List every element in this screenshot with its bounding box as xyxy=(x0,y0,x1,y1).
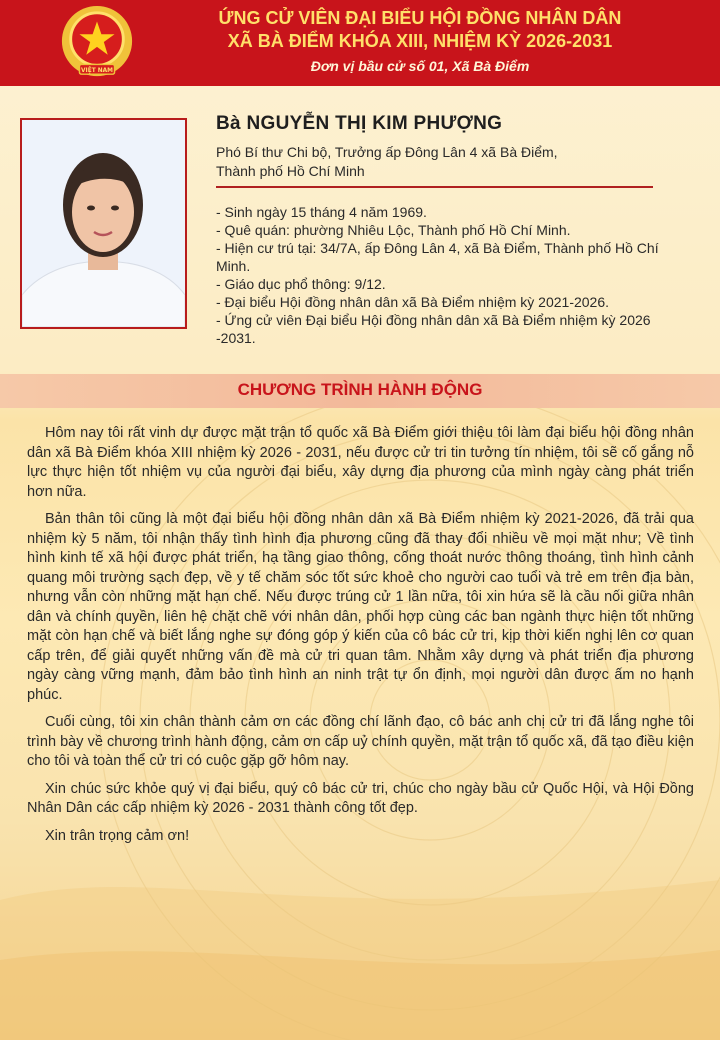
action-program-text xyxy=(27,424,694,854)
bio-candidacy: - Ứng cử viên Đại biểu Hội đồng nhân dân xã Bà Điểm nhiệm kỳ 2026 -2031. xyxy=(216,312,651,346)
candidate-name: Bà NGUYỄN THỊ KIM PHƯỢNG xyxy=(216,113,503,134)
bio-education: - Giáo dục phổ thông: 9/12. xyxy=(216,276,386,292)
portrait-image xyxy=(22,120,185,327)
candidate-bio-list xyxy=(216,203,686,347)
candidate-position-line-2: Thành phố Hồ Chí Minh xyxy=(216,163,365,179)
section-title: CHƯƠNG TRÌNH HÀNH ĐỘNG xyxy=(237,380,483,399)
bio-hometown: - Quê quán: phường Nhiêu Lộc, Thành phố Hồ Chí Minh. xyxy=(216,222,571,238)
bio-residence: - Hiện cư trú tại: 34/7A, ấp Đông Lân 4, xã Bà Điểm, Thành phố Hồ Chí Minh. xyxy=(216,240,659,274)
paragraph-commitment: Bản thân tôi cũng là một đại biểu hội đồng nhân dân xã Bà Điểm nhiệm kỳ 2021-2026, đã trải qua nhiệm kỳ 5 năm, tôi nhận thấy tình hình địa phương cũng đã thay đổi nhiều về mọi mặt như; Về tình hình kinh tế xã hội được phát triển, hạ tầng giao thông, cống thoát nước thông thoáng, tình hình cảnh quang môi trường sạch đẹp, về y tế chăm sóc tốt sức khoẻ cho người cao tuổi và trẻ em trên địa bàn, nhưng vẫn còn những mặt hạn chế. Nếu được trúng cử 1 lần nữa, tôi xin hứa sẽ là cầu nối giữa nhân dân và chính quyền, liên hệ chặt chẽ với nhân dân, phối hợp cùng các ban ngành thực hiện tốt những mặt còn hạn chế và biết lắng nghe sự đóng góp ý kiến của cô bác cử tri, kịp thời kiến nghị lên cơ quan cấp trên, để giải quyết những vấn đề mà cử tri quan tâm. Nhằm xây dựng và phát triển địa phương ngày càng vững mạnh, đảm bảo tình hình an ninh trật tự ổn định, mọi người dân được ấm no hạnh phúc. xyxy=(27,511,694,703)
header-constituency: Đơn vị bầu cử số 01, Xã Bà Điểm xyxy=(310,58,530,74)
candidate-portrait xyxy=(20,118,187,329)
divider-line xyxy=(216,186,653,188)
header-title-line-2: XÃ BÀ ĐIỂM KHÓA XIII, NHIỆM KỲ 2026-2031 xyxy=(227,31,613,51)
paragraph-thanks: Cuối cùng, tôi xin chân thành cảm ơn các đồng chí lãnh đạo, cô bác anh chị cử tri đã lắng nghe tôi trình bày về chương trình hành động, cảm ơn cấp uỷ chính quyền, mặt trận tổ quốc xã, đã tạo điều kiện cho tôi và toàn thể cử tri có cuộc gặp gỡ hôm nay. xyxy=(27,714,694,769)
emblem-ribbon-text: VIỆT NAM xyxy=(81,68,113,75)
paragraph-introduction: Hôm nay tôi rất vinh dự được mặt trận tổ quốc xã Bà Điểm giới thiệu tôi làm đại biểu hội đồng nhân dân xã Bà Điểm khóa XIII nhiệm kỳ 2026 - 2031, nếu được cử tri tin tưởng tín nhiệm, tôi sẽ cố gắng nỗ lực thực hiện tốt nhiệm vụ của người đại biểu, xây dựng địa phương của mình ngày càng phát triển hơn nữa. xyxy=(27,425,694,500)
header-title-line-1: ỨNG CỬ VIÊN ĐẠI BIỂU HỘI ĐỒNG NHÂN DÂN xyxy=(218,8,622,28)
paragraph-wishes: Xin chúc sức khỏe quý vị đại biểu, quý cô bác cử tri, chúc cho ngày bầu cử Quốc Hội, và Hội Đồng Nhân Dân các cấp nhiệm kỳ 2026 - 2031 thành công tốt đẹp. xyxy=(27,780,694,816)
paragraph-closing: Xin trân trọng cảm ơn! xyxy=(45,827,190,844)
national-emblem-icon xyxy=(58,4,136,82)
candidate-position-line-1: Phó Bí thư Chi bộ, Trưởng ấp Đông Lân 4 xã Bà Điểm, xyxy=(216,144,558,160)
header-banner xyxy=(0,0,720,86)
bio-birth-date: - Sinh ngày 15 tháng 4 năm 1969. xyxy=(216,204,427,220)
bio-current-term: - Đại biểu Hội đồng nhân dân xã Bà Điểm nhiệm kỳ 2021-2026. xyxy=(216,294,610,310)
